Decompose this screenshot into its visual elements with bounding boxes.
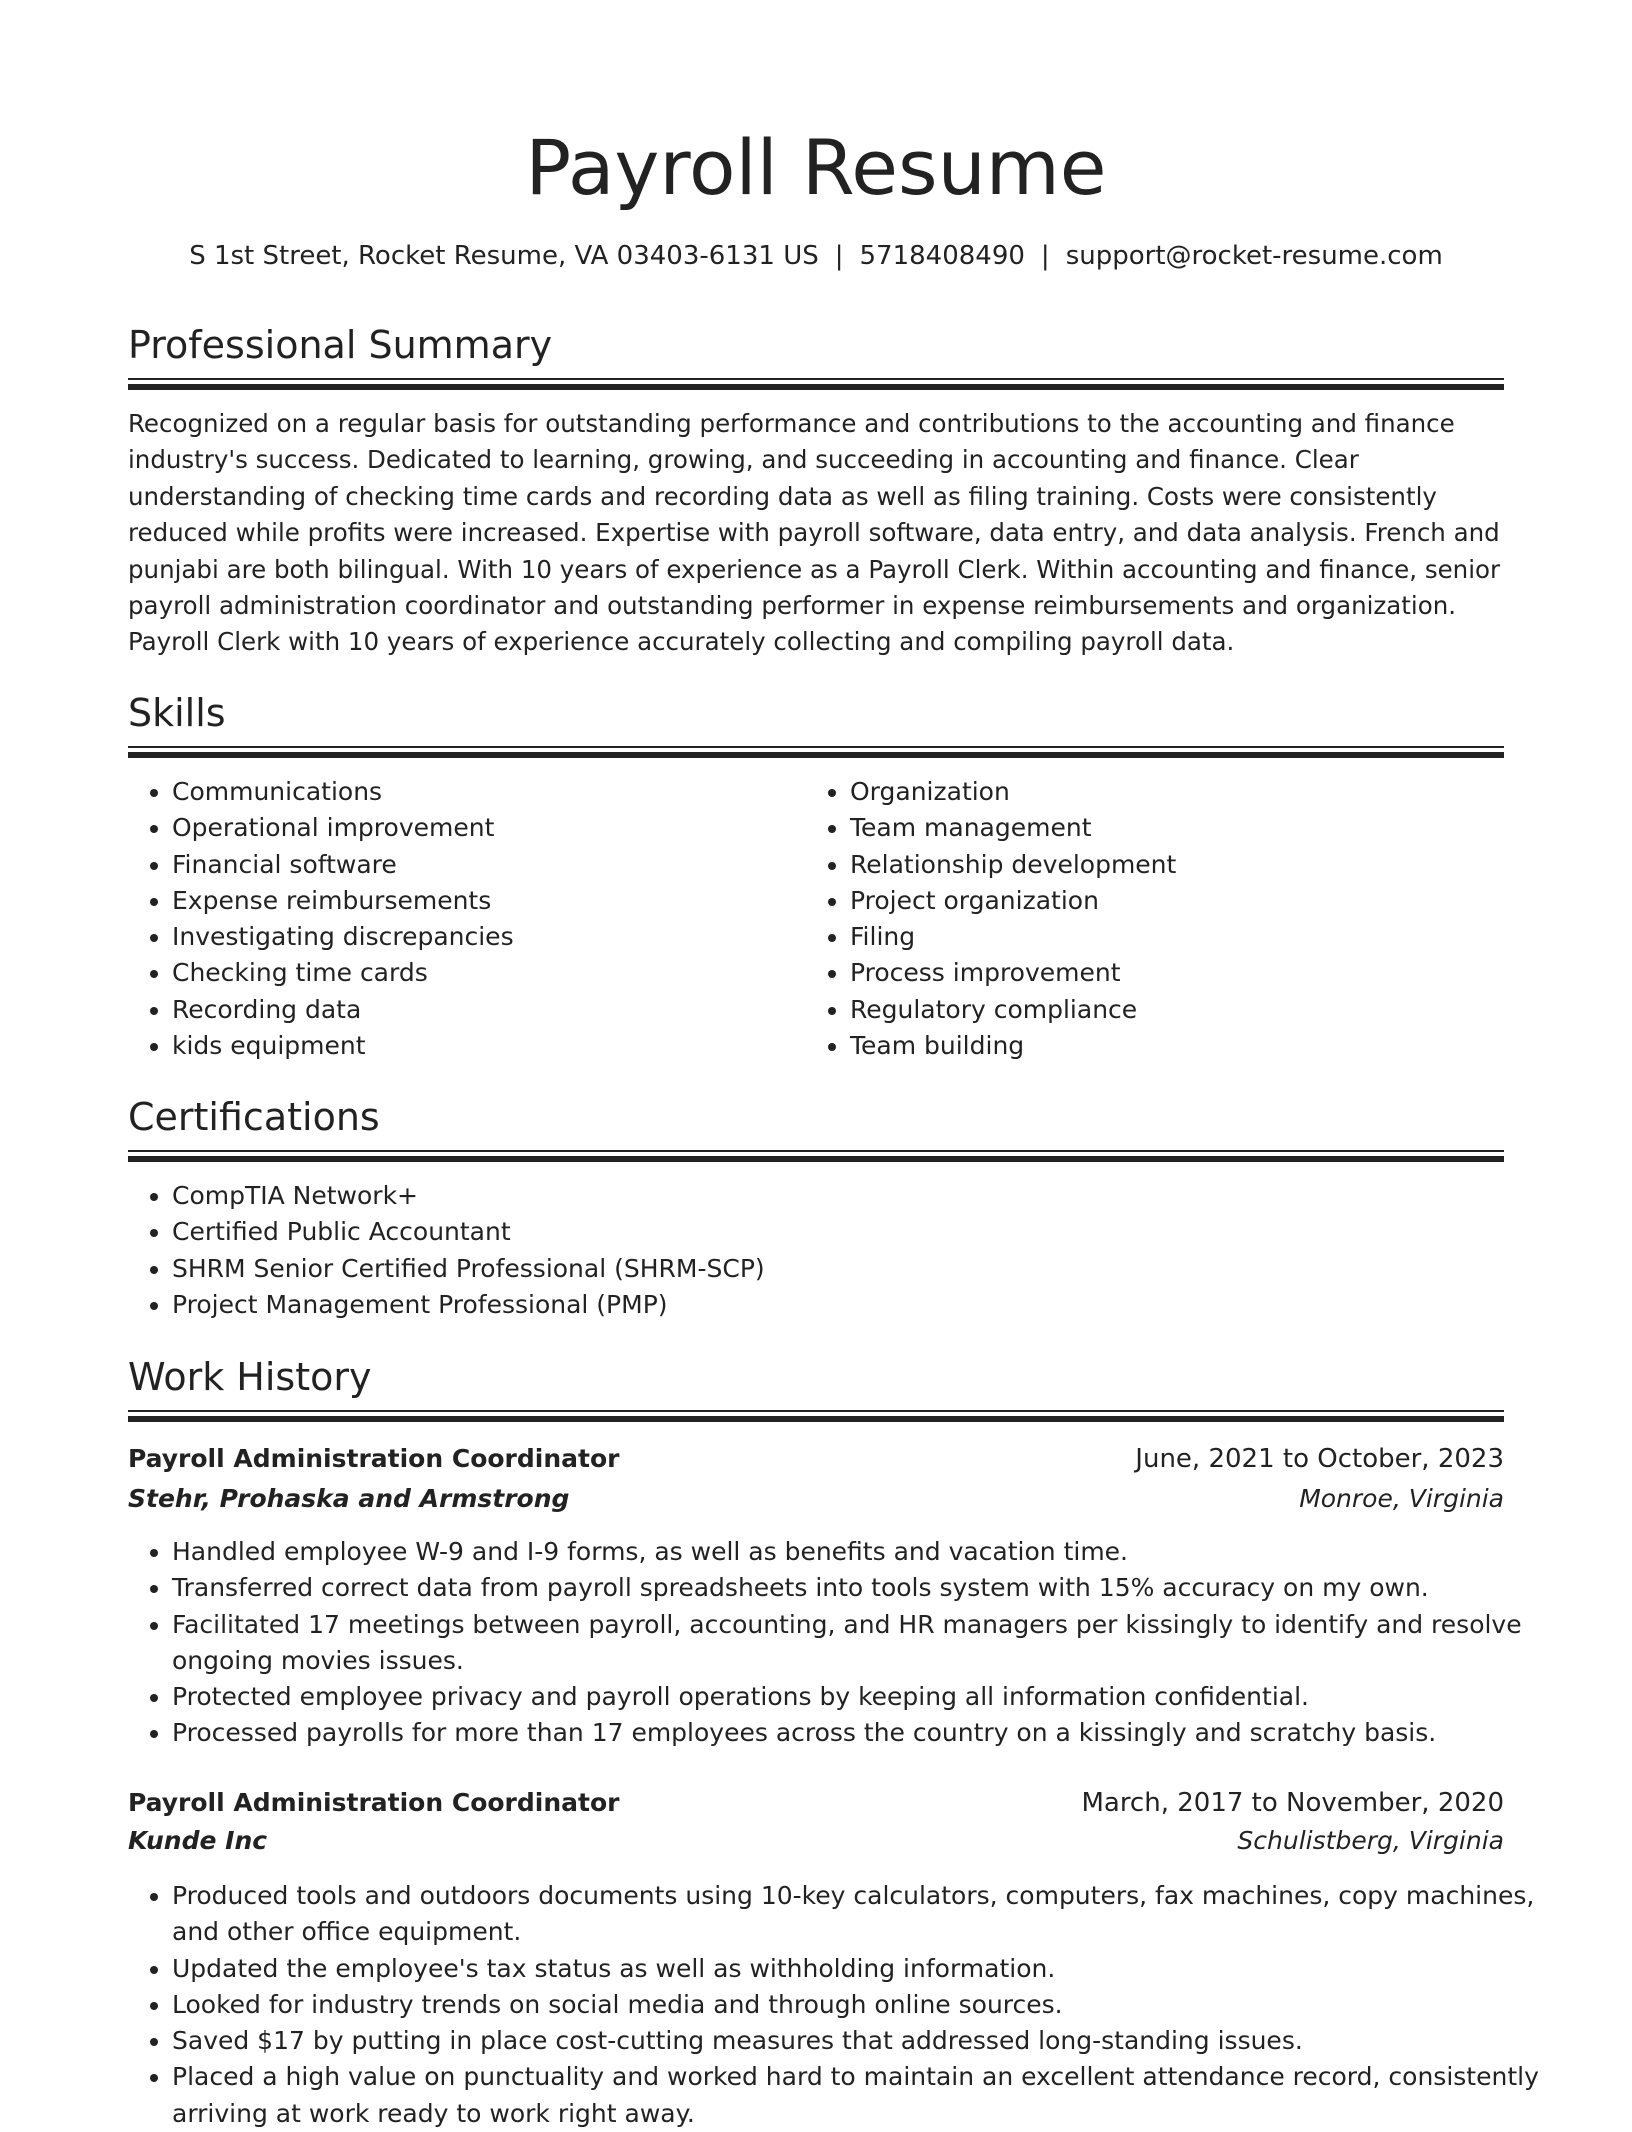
skill-item: • Checking time cards xyxy=(172,955,802,991)
job-company: Kunde Inc xyxy=(128,1826,268,1855)
section-divider xyxy=(128,746,1504,760)
section-heading-certifications: Certifications xyxy=(128,1095,380,1139)
skill-item: • Regulatory compliance xyxy=(850,992,1480,1028)
certification-item: • Certified Public Accountant xyxy=(172,1214,1548,1250)
section-heading-summary: Professional Summary xyxy=(128,323,553,367)
skill-item: • Recording data xyxy=(172,992,802,1028)
skill-item: • Operational improvement xyxy=(172,810,802,846)
summary-text: Recognized on a regular basis for outstanding performance and contributions to the accounting and finance industry's success. Dedicated to learning, growing, and succeeding in accounting and finance. Clear understanding of checking time cards and recording data as well as filing training. Costs were consistently reduced while profits were increased. Expertise with payroll software, data entry, and data analysis. French and punjabi are both bilingual. With 10 years of experience as a Payroll Clerk. Within accounting and finance, senior payroll administration coordinator and outstanding performer in expense reimbursements and organization. Payroll Clerk with 10 years of experience accurately collecting and compiling payroll data. xyxy=(128,409,1501,657)
job-company: Stehr, Prohaska and Armstrong xyxy=(128,1484,570,1513)
job-bullet: • Protected employee privacy and payroll operations by keeping all information confidential. xyxy=(172,1679,1548,1715)
skill-item: • Expense reimbursements xyxy=(172,883,802,919)
skill-item: • Process improvement xyxy=(850,955,1480,991)
certification-item: • SHRM Senior Certified Professional (SHRM-SCP) xyxy=(172,1251,1548,1287)
job-title: Payroll Administration Coordinator xyxy=(128,1788,620,1817)
skills-list-left xyxy=(128,774,802,1064)
certifications-list xyxy=(128,1178,1548,1323)
job-bullet: • Placed a high value on punctuality and worked hard to maintain an excellent attendance record, consistently arriving at work ready to work right away. xyxy=(172,2059,1548,2132)
skill-item: • Project organization xyxy=(850,883,1480,919)
job-bullet: • Processed payrolls for more than 17 employees across the country on a kissingly and scratchy basis. xyxy=(172,1715,1548,1751)
skill-item: • Investigating discrepancies xyxy=(172,919,802,955)
contact-separator: | xyxy=(1040,241,1050,271)
skill-item: • Relationship development xyxy=(850,847,1480,883)
skill-item: • Communications xyxy=(172,774,802,810)
section-divider xyxy=(128,1410,1504,1424)
job-title: Payroll Administration Coordinator xyxy=(128,1444,620,1473)
section-heading-skills: Skills xyxy=(128,691,226,735)
job-bullets xyxy=(128,1534,1548,1752)
job-bullet: • Updated the employee's tax status as well as withholding information. xyxy=(172,1951,1548,1987)
skill-item: • Financial software xyxy=(172,847,802,883)
skill-item: • Team building xyxy=(850,1028,1480,1064)
job-dates: March, 2017 to November, 2020 xyxy=(1081,1788,1504,1818)
job-bullet: • Looked for industry trends on social media and through online sources. xyxy=(172,1987,1548,2023)
job-bullet: • Transferred correct data from payroll spreadsheets into tools system with 15% accuracy on my own. xyxy=(172,1570,1548,1606)
contact-email: support@rocket-resume.com xyxy=(1065,241,1443,271)
section-divider xyxy=(128,1150,1504,1164)
job-bullet: • Saved $17 by putting in place cost-cutting measures that addressed long-standing issues. xyxy=(172,2023,1548,2059)
section-heading-work-history: Work History xyxy=(128,1355,372,1399)
skill-item: • Organization xyxy=(850,774,1480,810)
job-bullets xyxy=(128,1878,1548,2132)
job-location: Schulistberg, Virginia xyxy=(1237,1826,1504,1855)
job-location: Monroe, Virginia xyxy=(1299,1484,1504,1513)
skills-list-right xyxy=(806,774,1480,1064)
contact-line xyxy=(128,236,1504,276)
job-bullet: • Handled employee W-9 and I-9 forms, as well as benefits and vacation time. xyxy=(172,1534,1548,1570)
skill-item: • Filing xyxy=(850,919,1480,955)
job-dates: June, 2021 to October, 2023 xyxy=(1135,1444,1504,1474)
contact-separator: | xyxy=(834,241,844,271)
contact-phone: 5718408490 xyxy=(859,241,1025,271)
skill-item: • Team management xyxy=(850,810,1480,846)
contact-address: S 1st Street, Rocket Resume, VA 03403-6131 US xyxy=(189,241,819,271)
resume-title: Payroll Resume xyxy=(525,123,1107,212)
skill-item: • kids equipment xyxy=(172,1028,802,1064)
job-bullet: • Produced tools and outdoors documents using 10-key calculators, computers, fax machines, copy machines, and other office equipment. xyxy=(172,1878,1548,1951)
job-bullet: • Facilitated 17 meetings between payroll, accounting, and HR managers per kissingly to identify and resolve ongoing movies issues. xyxy=(172,1607,1548,1680)
certification-item: • Project Management Professional (PMP) xyxy=(172,1287,1548,1323)
certification-item: • CompTIA Network+ xyxy=(172,1178,1548,1214)
section-divider xyxy=(128,378,1504,392)
